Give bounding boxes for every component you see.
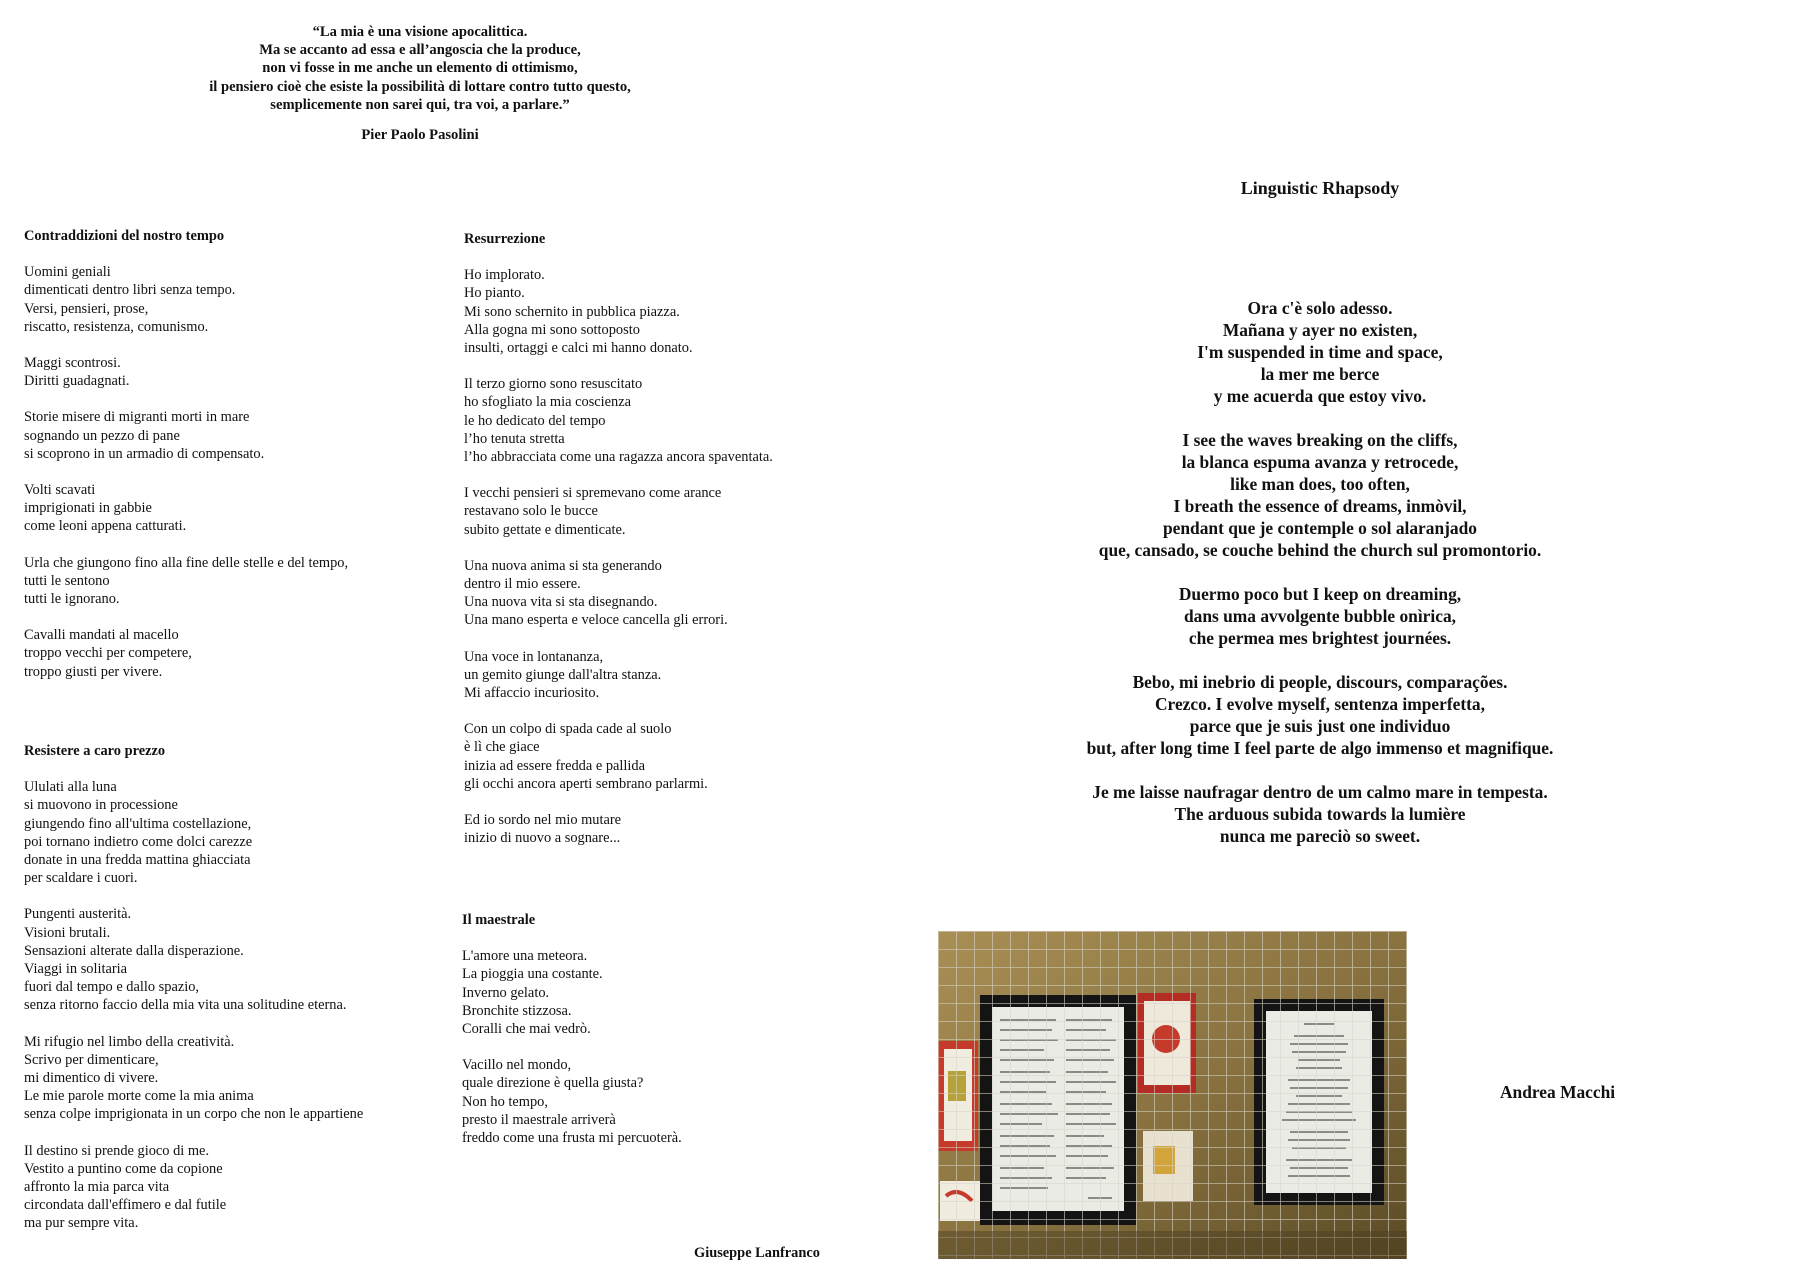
poem-body [464,266,773,847]
text-line: tutti le ignorano. [24,591,120,608]
poem-contraddizioni [24,227,348,681]
poem-body [24,263,348,681]
stanza-break [464,630,773,648]
text-line: l’ho abbracciata come una ragazza ancora spaventata. [464,449,773,466]
stanza-break [24,536,348,554]
text-line: Alla gogna mi sono sottoposto [464,321,640,338]
text-line: giungendo fino all'ultima costellazione, [24,815,252,832]
text-line: Mi rifugio nel limbo della creatività. [24,1033,235,1050]
text-line: Mañana y ayer no existen, [1222,320,1418,340]
text-line: troppo giusti per vivere. [24,663,163,680]
text-line: imprigionati in gabbie [24,500,152,517]
text-line: freddo come una frusta mi percuoterà. [462,1130,682,1147]
text-line: “La mia è una visione apocalittica. [312,24,528,40]
text-line: si scoprono in un armadio di compensato. [24,445,265,462]
stanza-break [464,466,773,484]
text-line: Maggi scontrosi. [24,355,121,372]
text-line: Il terzo giorno sono resuscitato [464,376,643,393]
text-line: il pensiero cioè che esiste la possibilità di lottare contro tutto questo, [209,78,631,95]
text-line: Uomini geniali [24,264,111,281]
text-line: Ora c'è solo adesso. [1247,298,1393,318]
text-line: è lì che giace [464,739,540,756]
text-line: I see the waves breaking on the cliffs, [1182,430,1458,450]
text-line: la mer me berce [1260,364,1380,384]
text-line: insulti, ortaggi e calci mi hanno donato. [464,340,693,357]
text-line: subito gettate e dimenticate. [464,521,626,538]
text-line: la blanca espuma avanza y retrocede, [1181,452,1459,472]
author-andrea-macchi: Andrea Macchi [1500,1082,1616,1102]
author-giuseppe-lanfranco: Giuseppe Lanfranco [694,1245,820,1261]
text-line: que, cansado, se couche behind the church sul promontorio. [1098,540,1542,560]
stanza-break [462,1038,682,1056]
rhapsody-title: Linguistic Rhapsody [1240,178,1400,198]
text-line: Ma se accanto ad essa e all’angoscia che la produce, [259,42,581,59]
text-line: inizio di nuovo a sognare... [464,830,621,847]
text-line: parce que je suis just one individuo [1189,716,1451,736]
poem-body [462,947,682,1147]
text-line: dentro il mio essere. [464,576,581,593]
text-line: I vecchi pensieri si spremevano come arance [464,485,722,502]
text-line: restavano solo le bucce [464,503,598,520]
text-line: Una mano esperta e veloce cancella gli errori. [464,612,728,629]
text-line: pendant que je contemple o sol alaranjado [1162,518,1477,538]
poem-maestrale [462,911,682,1147]
exhibition-photo [938,931,1407,1259]
text-line: inizia ad essere fredda e pallida [464,757,645,774]
text-line: Con un colpo di spada cade al suolo [464,721,672,738]
stanza-break [24,887,363,905]
text-line: Duermo poco but I keep on dreaming, [1178,584,1462,604]
text-line: ma pur sempre vita. [24,1215,139,1232]
quote-text [150,23,690,114]
text-line: circondata dall'effimero e dal futile [24,1197,227,1214]
stanza-break [24,608,348,626]
text-line: Ho pianto. [464,285,525,302]
text-line: The arduous subida towards la lumière [1174,804,1466,824]
stanza-break [24,463,348,481]
poem-body [24,778,363,1232]
poem-title: Resistere a caro prezzo [24,743,166,759]
text-line: I'm suspended in time and space, [1197,342,1443,362]
text-line: Volti scavati [24,482,96,499]
stanza-break [24,1015,363,1033]
text-line: Bronchite stizzosa. [462,1002,572,1019]
stanza-break [464,539,773,557]
text-line: Mi affaccio incuriosito. [464,685,600,702]
text-line: nunca me pareciò so sweet. [1219,826,1421,846]
text-line: un gemito giunge dall'altra stanza. [464,666,662,683]
text-line: Viaggi in solitaria [24,961,128,978]
text-line: sognando un pezzo di pane [24,427,180,444]
text-line: Je me laisse naufragar dentro de um calmo mare in tempesta. [1092,782,1548,802]
text-line: Vacillo nel mondo, [462,1057,572,1074]
text-line: poi tornano indietro come dolci carezze [24,833,253,850]
text-line: like man does, too often, [1230,474,1410,494]
text-line: donate in una fredda mattina ghiacciata [24,852,251,869]
text-line: but, after long time I feel parte de algo immenso et magnifique. [1086,738,1554,758]
text-line: dans uma avvolgente bubble onìrica, [1183,606,1456,626]
poem-resistere [24,742,363,1233]
text-line: si muovono in processione [24,797,178,814]
quote-author: Pier Paolo Pasolini [361,127,479,144]
text-line: Non ho tempo, [462,1093,548,1110]
text-line: riscatto, resistenza, comunismo. [24,318,209,335]
text-line: le ho dedicato del tempo [464,412,606,429]
text-line: Una voce in lontananza, [464,648,604,665]
text-line: Scrivo per dimenticare, [24,1051,159,1068]
text-line: Crezco. I evolve myself, sentenza imperfetta, [1155,694,1485,714]
text-line: Versi, pensieri, prose, [24,300,149,317]
text-line: Bebo, mi inebrio di people, discours, comparações. [1132,672,1508,692]
rhapsody-body [1020,297,1620,847]
text-line: gli occhi ancora aperti sembrano parlarmi. [464,775,708,792]
poem-resurrezione [464,230,773,847]
text-line: Storie misere di migranti morti in mare [24,409,250,426]
text-line: affronto la mia parca vita [24,1179,170,1196]
text-line: Sensazioni alterate dalla disperazione. [24,942,244,959]
text-line: Inverno gelato. [462,984,550,1001]
stanza-break [464,357,773,375]
text-line: che permea mes brightest journées. [1188,628,1452,648]
text-line: come leoni appena catturati. [24,518,187,535]
text-line: L'amore una meteora. [462,948,588,965]
text-line: Le mie parole morte come la mia anima [24,1088,254,1105]
text-line: presto il maestrale arriverà [462,1111,616,1128]
text-line: mi dimentico di vivere. [24,1070,159,1087]
text-line: fuori dal tempo e dallo spazio, [24,979,200,996]
stanza-break [1020,649,1620,671]
stanza-break [1020,407,1620,429]
text-line: I breath the essence of dreams, inmòvil, [1173,496,1467,516]
text-line: non vi fosse in me anche un elemento di ottimismo, [262,60,578,77]
text-line: Mi sono schernito in pubblica piazza. [464,303,680,320]
stanza-break [24,390,348,408]
text-line: Coralli che mai vedrò. [462,1021,591,1038]
poem-title: Contraddizioni del nostro tempo [24,228,225,244]
text-line: senza ritorno faccio della mia vita una solitudine eterna. [24,997,347,1014]
text-line: tutti le sentono [24,572,110,589]
text-line: senza colpe imprigionata in un corpo che non le appartiene [24,1106,364,1123]
text-line: Una nuova anima si sta generando [464,557,662,574]
text-line: dimenticati dentro libri senza tempo. [24,282,236,299]
pasolini-quote [150,23,690,144]
poem-title: Resurrezione [464,231,546,247]
stanza-break [24,336,348,354]
stanza-break [1020,759,1620,781]
text-line: l’ho tenuta stretta [464,430,565,447]
stanza-break [24,1124,363,1142]
text-line: Vestito a puntino come da copione [24,1160,223,1177]
text-line: Pungenti austerità. [24,906,132,923]
poem-title: Il maestrale [462,912,536,928]
text-line: y me acuerda que estoy vivo. [1213,386,1427,406]
stanza-break [464,793,773,811]
text-line: Ed io sordo nel mio mutare [464,812,622,829]
text-line: Il destino si prende gioco di me. [24,1142,210,1159]
text-line: semplicemente non sarei qui, tra voi, a parlare.” [270,96,570,113]
text-line: Cavalli mandati al macello [24,627,179,644]
text-line: Una nuova vita si sta disegnando. [464,594,658,611]
text-line: La pioggia una costante. [462,966,603,983]
text-line: Urla che giungono fino alla fine delle stelle e del tempo, [24,554,349,571]
text-line: Visioni brutali. [24,924,111,941]
text-line: Ululati alla luna [24,779,117,796]
text-line: quale direzione è quella giusta? [462,1075,644,1092]
text-line: troppo vecchi per competere, [24,645,192,662]
text-line: Diritti guadagnati. [24,373,130,390]
exhibition-photo-image [938,931,1407,1259]
text-line: ho sfogliato la mia coscienza [464,394,632,411]
text-line: per scaldare i cuori. [24,870,138,887]
stanza-break [1020,561,1620,583]
text-line: Ho implorato. [464,267,545,284]
stanza-break [464,702,773,720]
